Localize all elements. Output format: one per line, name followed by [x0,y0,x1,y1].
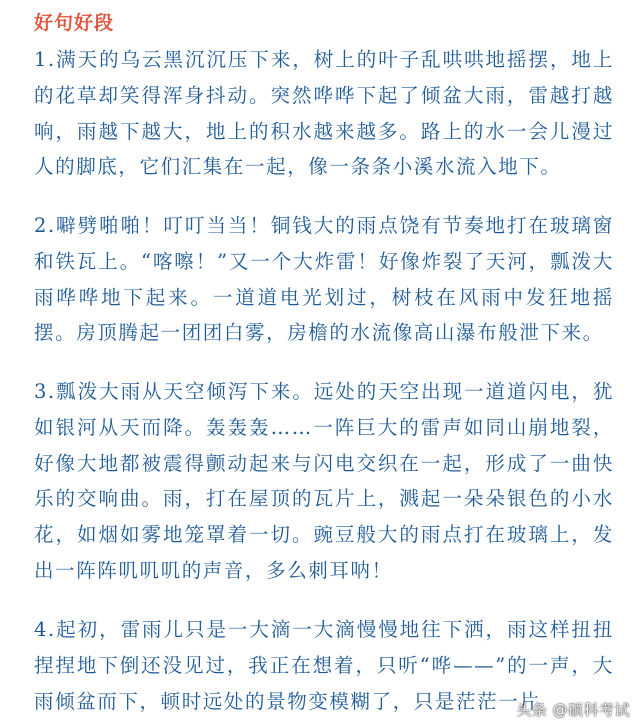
paragraph-4: 4.起初，雷雨儿只是一大滴一大滴慢慢地往下洒，雨这样扭扭捏捏地下倒还没见过，我正在想着，只听“哗——”的一声，大雨倾盆而下，顿时远处的景物变模糊了，只是茫茫一片 [34,618,614,713]
paragraph-3: 3.瓢泼大雨从天空倾泻下来。远处的天空出现一道道闪电，犹如银河从天而降。轰轰轰……一阵巨大的雷声如同山崩地裂，好像大地都被震得颤动起来与闪电交织在一起，形成了一曲快乐的交响曲。雨，打在屋顶的瓦片上，溅起一朵朵银色的小水花，如烟如雾地笼罩着一切。豌豆般大的雨点打在玻璃上，发出一阵阵叽叽叽的声音，多么刺耳呐！ [34,380,614,582]
paragraph-2: 2.噼劈啪啪！叮叮当当！铜钱大的雨点饶有节奏地打在玻璃窗和铁瓦上。“喀嚓！”又一个大炸雷！好像炸裂了天河，瓢泼大雨哗哗地下起来。一道道电光划过，树枝在风雨中发狂地摇摆。房顶腾起一团团白雾，房檐的水流像高山瀑布般泄下来。 [34,214,614,345]
paragraph-1: 1.满天的乌云黑沉沉压下来，树上的叶子乱哄哄地摇摆，地上的花草却笑得浑身抖动。突然哗哗下起了倾盆大雨，雷越打越响，雨越下越大，地上的积水越来越多。路上的水一会儿漫过人的脚底，它们汇集在一起，像一条条小溪水流入地下。 [34,48,614,179]
section-heading: 好句好段 [34,12,115,34]
source-watermark: 头条 @硕科考试 [516,701,630,719]
